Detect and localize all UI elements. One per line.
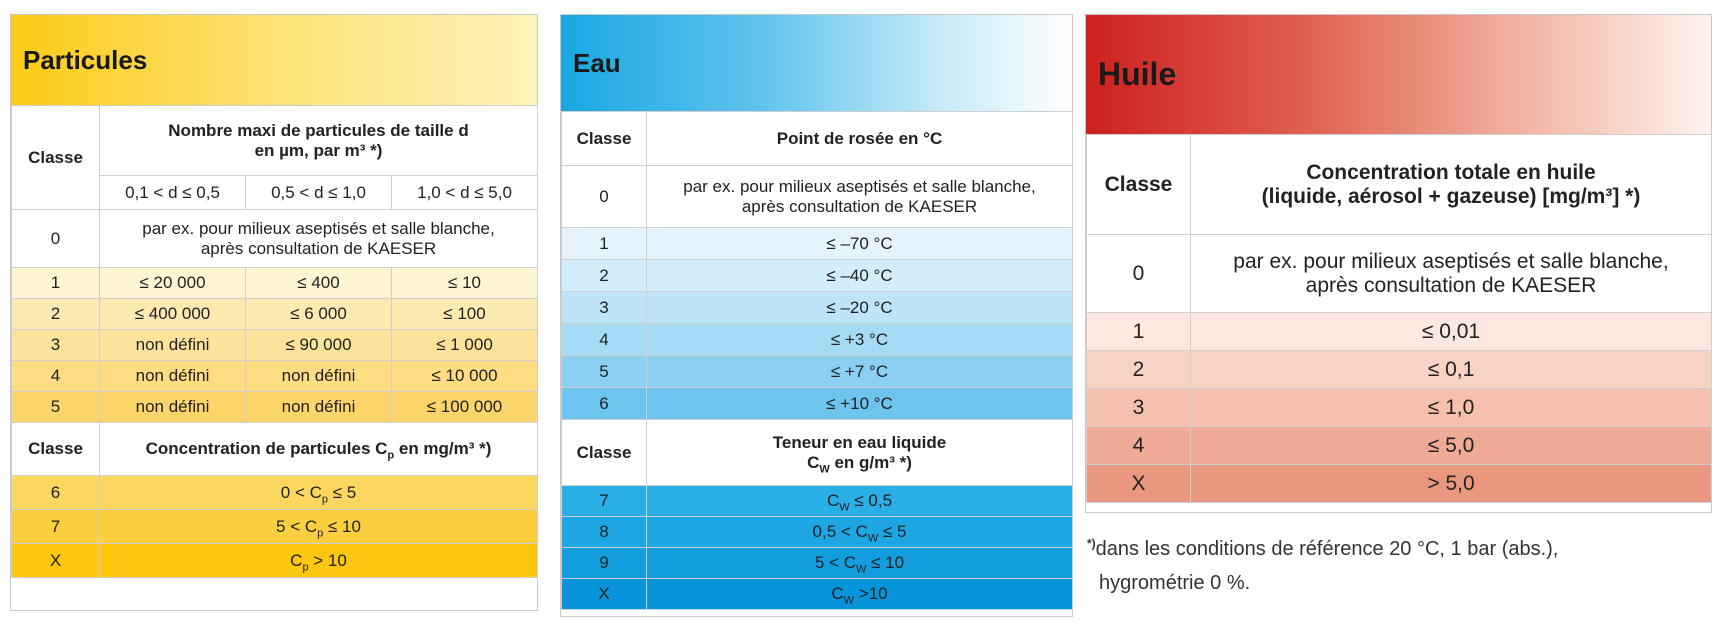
class0-line1: par ex. pour milieux aseptisés et salle blanche, — [683, 176, 1036, 196]
class-cell: 0 — [12, 210, 100, 268]
table-row — [562, 260, 1073, 292]
table-row — [562, 579, 1073, 610]
table-row — [562, 292, 1073, 324]
table-row — [562, 356, 1073, 388]
class0-line2: après consultation de KAESER — [200, 238, 437, 258]
table-row — [1087, 427, 1712, 465]
class0-line2: après consultation de KAESER — [741, 196, 978, 216]
conc-header-sub: p — [387, 449, 395, 462]
class0-line1: par ex. pour milieux aseptisés et salle blanche, — [1233, 249, 1669, 273]
table-row — [1087, 465, 1712, 503]
huile-title: Huile — [1086, 15, 1711, 134]
particules-panel — [10, 14, 538, 611]
class-cell: 0 — [562, 166, 647, 228]
value-cell: ≤ 90 000 — [246, 330, 392, 361]
value-cell: ≤ 1 000 — [392, 330, 538, 361]
class-cell: 3 — [562, 292, 647, 324]
value-cell: ≤ 400 — [246, 268, 392, 299]
value-cell — [647, 579, 1073, 610]
value-cell: ≤ 0,1 — [1191, 351, 1712, 389]
value-cell: ≤ 0,01 — [1191, 313, 1712, 351]
value-sub: W — [839, 501, 850, 514]
class-cell: 2 — [1087, 351, 1191, 389]
class-cell: 0 — [1087, 235, 1191, 313]
table-row — [562, 388, 1073, 420]
value-cell — [100, 476, 538, 510]
liquid-header-unit: en g/m³ *) — [829, 452, 912, 472]
table-row — [562, 324, 1073, 356]
value-cell — [100, 510, 538, 544]
eau-panel — [560, 14, 1073, 617]
value-pre: C — [290, 550, 303, 570]
conc-header-unit: en mg/m³ *) — [394, 439, 492, 458]
footnote-mark: *) — [1087, 536, 1096, 551]
value-pre: 0,5 < C — [812, 522, 868, 541]
value-cell: ≤ 5,0 — [1191, 427, 1712, 465]
class0-description — [647, 166, 1073, 228]
table-row — [562, 228, 1073, 260]
value-cell — [647, 517, 1073, 548]
value-cell: ≤ 100 — [392, 299, 538, 330]
class-cell: X — [12, 544, 100, 578]
value-sub: W — [867, 532, 879, 545]
oil-header-line1: Concentration totale en huile — [1306, 160, 1596, 184]
value-cell — [647, 548, 1073, 579]
conc-header-text: Concentration de particules C — [145, 439, 388, 458]
classe-header: Classe — [562, 112, 647, 166]
size-range-2: 0,5 < d ≤ 1,0 — [246, 176, 392, 210]
table-row — [12, 330, 538, 361]
value-cell: non défini — [246, 392, 392, 423]
class0-description — [100, 210, 538, 268]
class-cell: 4 — [1087, 427, 1191, 465]
table-row — [562, 548, 1073, 579]
value-pre: 5 < C — [814, 553, 857, 572]
class-cell: 6 — [12, 476, 100, 510]
particules-table — [11, 105, 538, 578]
value-cell: non défini — [100, 392, 246, 423]
value-sub: W — [843, 594, 855, 607]
table-row — [1087, 351, 1712, 389]
value-cell: ≤ 10 — [392, 268, 538, 299]
value-cell: > 5,0 — [1191, 465, 1712, 503]
table-row — [562, 486, 1073, 517]
class0-description — [1191, 235, 1712, 313]
size-range-1: 0,1 < d ≤ 0,5 — [100, 176, 246, 210]
class-cell: 9 — [562, 548, 647, 579]
class-cell: 4 — [12, 361, 100, 392]
value-cell: ≤ 100 000 — [392, 392, 538, 423]
value-pre: 5 < C — [276, 516, 318, 536]
class-cell: 8 — [562, 517, 647, 548]
table-row — [1087, 313, 1712, 351]
value-pre: C — [826, 491, 840, 510]
class-cell: 1 — [562, 228, 647, 260]
value-post: > 10 — [308, 550, 347, 570]
count-header — [100, 106, 538, 176]
huile-panel — [1085, 14, 1712, 513]
class-cell: X — [562, 579, 647, 610]
value-sub: W — [856, 563, 867, 576]
particules-title: Particules — [11, 15, 537, 105]
count-header-line1: Nombre maxi de particules de taille d — [168, 120, 469, 140]
class-cell: 6 — [562, 388, 647, 420]
table-row — [1087, 389, 1712, 427]
value-cell: ≤ +7 °C — [647, 356, 1073, 388]
table-row — [12, 476, 538, 510]
table-row — [12, 544, 538, 578]
class-cell: 7 — [562, 486, 647, 517]
value-cell: ≤ 20 000 — [100, 268, 246, 299]
class0-line1: par ex. pour milieux aseptisés et salle blanche, — [142, 218, 495, 238]
oil-concentration-header — [1191, 135, 1712, 235]
value-post: ≤ 10 — [866, 553, 905, 572]
liquid-header-sub: W — [819, 462, 830, 475]
classe-header: Classe — [12, 423, 100, 476]
size-range-3: 1,0 < d ≤ 5,0 — [392, 176, 538, 210]
liquid-water-header — [647, 420, 1073, 486]
table-row — [12, 510, 538, 544]
class-cell: 2 — [12, 299, 100, 330]
table-row — [12, 392, 538, 423]
table-row — [12, 268, 538, 299]
value-pre: 0 < C — [280, 482, 322, 502]
classe-header: Classe — [1087, 135, 1191, 235]
table-row — [562, 517, 1073, 548]
class-cell: 4 — [562, 324, 647, 356]
value-post: ≤ 10 — [323, 516, 361, 536]
value-cell: ≤ –20 °C — [647, 292, 1073, 324]
class-cell: 2 — [562, 260, 647, 292]
class-cell: 1 — [1087, 313, 1191, 351]
value-cell: ≤ –70 °C — [647, 228, 1073, 260]
value-post: >10 — [854, 584, 888, 603]
value-cell — [647, 486, 1073, 517]
value-cell: ≤ 400 000 — [100, 299, 246, 330]
value-cell: ≤ 10 000 — [392, 361, 538, 392]
huile-table — [1086, 134, 1712, 503]
value-cell: ≤ 6 000 — [246, 299, 392, 330]
value-cell: non défini — [100, 361, 246, 392]
class-cell: 3 — [12, 330, 100, 361]
value-post: ≤ 5 — [328, 482, 357, 502]
class-cell: 3 — [1087, 389, 1191, 427]
footnote-line2: hygrométrie 0 %. — [1099, 572, 1251, 594]
class-cell: 5 — [12, 392, 100, 423]
value-post: ≤ 5 — [878, 522, 907, 541]
class-cell: 5 — [562, 356, 647, 388]
table-row — [12, 299, 538, 330]
value-post: ≤ 0,5 — [849, 491, 893, 510]
footnote — [1087, 532, 1707, 600]
value-sub: p — [317, 526, 324, 539]
value-cell: ≤ –40 °C — [647, 260, 1073, 292]
count-header-line2: en µm, par m³ *) — [254, 140, 383, 160]
class-cell: X — [1087, 465, 1191, 503]
footnote-line1: dans les conditions de référence 20 °C, 1 bar (abs.), — [1095, 538, 1559, 560]
liquid-header-line1: Teneur en eau liquide — [772, 432, 947, 452]
value-sub: p — [321, 492, 328, 505]
value-cell: ≤ 1,0 — [1191, 389, 1712, 427]
value-sub: p — [302, 560, 309, 573]
value-cell: ≤ +3 °C — [647, 324, 1073, 356]
oil-header-line2: (liquide, aérosol + gazeuse) [mg/m³] *) — [1261, 184, 1641, 208]
value-cell — [100, 544, 538, 578]
table-row — [12, 361, 538, 392]
conc-header — [100, 423, 538, 476]
class-cell: 7 — [12, 510, 100, 544]
eau-title: Eau — [561, 15, 1072, 111]
liquid-header-symbol: C — [807, 452, 820, 472]
classe-header: Classe — [562, 420, 647, 486]
value-cell: non défini — [100, 330, 246, 361]
classe-header: Classe — [12, 106, 100, 210]
class0-line2: après consultation de KAESER — [1305, 273, 1597, 297]
eau-table — [561, 111, 1073, 610]
class-cell: 1 — [12, 268, 100, 299]
value-pre: C — [831, 584, 844, 603]
value-cell: ≤ +10 °C — [647, 388, 1073, 420]
value-cell: non défini — [246, 361, 392, 392]
dew-point-header: Point de rosée en °C — [647, 112, 1073, 166]
